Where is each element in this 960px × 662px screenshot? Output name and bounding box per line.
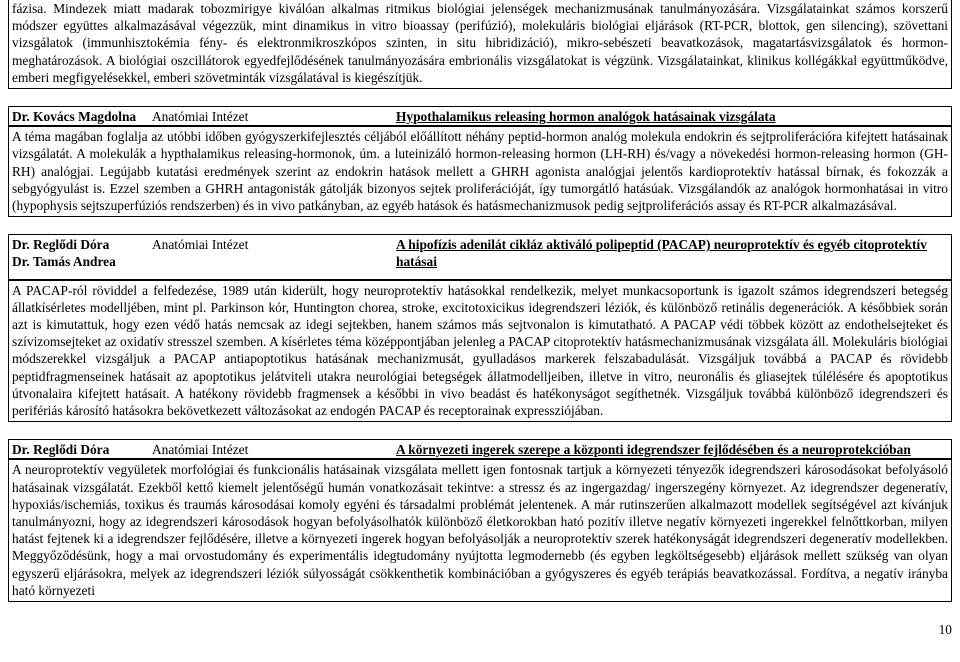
spacer (8, 89, 952, 106)
project-header (8, 234, 952, 279)
project-description: A neuroprotektív vegyületek morfológiai és funkcionális hatásainak vizsgálata mellett igen fontosnak tartjuk a környezeti tényezők idegrendszeri károsodásokat befolyásoló hatásainak vizsgálatát. Ezekből kettő kiemelt jelentőségű humán vonatkozásait tekintve: a stressz és az ingergazdag/ ingerszegény környezet. Az idegrendszer degeneratív, hypoxiás/ischemiás, toxikus és traumás károsodásai komoly egyéni és társadalmi problémát jelentenek. A már rutinszerűen alkalmazott modellek segítségével azt kívánjuk tanulmányozni, hogy az idegrendszeri károsodások hogyan befolyásolhatók különböző életkorokban ható pozitív illetve negatív környezeti ingerekkel felnőttkorban, milyen hatást fejtenek ki a idegrendszer fejlődésére, illetve a környezeti ingerek hogyan befolyásolják a neuroprotektív szerek hatékonyságát idegrendszeri degeneratív modellekben. Meggyőződésünk, hogy a mai orvostudomány és experimentális idegtudomány nyújtotta legmodernebb (és egyben legköltségesebb) eljárások mellett szükség van olyan egyszerű eljárásokra, melyek az idegrendszeri léziók súlyosságát csökkenthetik kombinációban a gyógyszeres és egyéb terápiás beavatkozással. Fordítva, a negatív irányba ható környezeti (8, 459, 952, 602)
page-number: 10 (938, 622, 952, 637)
project-title: Hypothalamikus releasing hormon analógok hatásainak vizsgálata (396, 109, 776, 125)
spacer (8, 422, 952, 439)
spacer (8, 217, 952, 234)
institute-name: Anatómiai Intézet (152, 237, 249, 253)
project-block-3 (8, 439, 952, 602)
intro-paragraph: fázisa. Mindezek miatt madarak tobozmirigye kiválóan alkalmas ritmikus biológiai jelenségek mechanizmusának tanulmányozására. Vizsgálatainkat számos korszerű módszer együttes alkalmazásával végezzük, mint dinamikus in vitro bioassay (perifúzió), molekuláris biológiai eljárások (RT-PCR, blottok, gen silencing), szövettani vizsgálatok (immunhisztokémia fény- és elektronmikroszkópos szinten, in situ hibridizáció), mikro-sebészeti beavatkozások, magatartásvizsgálatok és hormon-meghatározások. A biológiai oszcillátorok egyedfejlődésének tanulmányozására embrionális vizsgálatokat is végzünk. Vizsgálatainkat, klinikus kollégákkal együttműködve, emberi megfigyelésekkel, emberi szövetminták vizsgálatával is kiegészítjük. (8, 0, 952, 89)
project-header (8, 106, 952, 126)
document-page (8, 0, 952, 602)
researcher-names (12, 441, 152, 458)
institute-name: Anatómiai Intézet (152, 442, 249, 458)
project-header (8, 439, 952, 459)
project-block-1 (8, 106, 952, 217)
researcher-names (12, 236, 152, 270)
researcher-names (12, 108, 152, 125)
project-title: A hipofízis adenilát cikláz aktiváló polipeptid (PACAP) neuroprotektív és egyéb citoprotektív hatásai (396, 237, 927, 270)
researcher-name: Dr. Kovács Magdolna (12, 109, 137, 125)
project-title: A környezeti ingerek szerepe a központi idegrendszer fejlődésében és a neuroprotekcióban (396, 442, 911, 458)
project-description: A PACAP-ról röviddel a felfedezése, 1989 után kiderült, hogy neuroprotektív hatásokkal rendelkezik, melyet munkacsoportunk is igazolt számos idegrendszeri betegség állatkísérletes modelljében, mint pl. Parkinson kór, Huntington chorea, stroke, excitotoxicikus idegrendszeri léziók, és különböző retinális degenerációk. A későbbiek során azt is kimutattuk, hogy ezen védő hatás nemcsak az idegi sejtekben, hanem számos más sejtvonalon is kimutatható. A PACAP védi többek között az endothelsejteket és szívizomsejteket az oxidatív stresszel szemben. A kísérletes téma középpontjában jelenleg a PACAP citoprotektív hatásmechanizmusának vizsgálata áll. Molekuláris biológiai módszerekkel vizsgáljuk a PACAP antiapoptotikus hatásának mechanizmusát, gyulladásos markerek felszabadulását. Vizsgáljuk továbbá a PACAP és rövidebb peptidfragmenseinek hatásait az apoptotikus jelátviteli utakra neurológiai betegségek állatmodelljeiben, illetve in vitro, neuronális és gliasejtek túlélésére és apoptotikus útvonalaira kifejtett hatásait. A hatékony rövidebb fragmensek a későbbi in vivo beadást és hatékonyságot segíthetnék. Vizsgáljuk továbbá különböző idegrendszeri és perifériás károsító hatásokra bekövetkezett változásokat az endogén PACAP és receptorainak expressziójában. (8, 280, 952, 423)
researcher-name: Dr. Reglődi Dóra (12, 237, 110, 253)
researcher-name: Dr. Tamás Andrea (12, 254, 116, 270)
institute-name: Anatómiai Intézet (152, 109, 249, 125)
project-description: A téma magában foglalja az utóbbi időben gyógyszerkifejlesztés céljából előállított néhány peptid-hormon analóg molekula endokrin és sejtproliferációra kifejtett hatásainak vizsgálatát. A molekulák a hypthalamikus releasing-hormonok, úm. a luteinizáló hormon-releasing hormon (LH-RH) és/vagy a növekedési hormon-releasing hormon (GH-RH) analógjai. Legújabb kutatási eredmények szerint az endokrin hatások mellett a GHRH agonista analógjai jelentős kardioprotektív hatással bírnak, és fokozzák a sebgyógyulást is. Ezzel szemben a GHRH antagonisták gátolják bizonyos sejtek proliferációját, így tumorgátló hatásúak. Vizsgálandók az analógok hormonhatásai in vitro (hypophysis sejtszuperfúziós rendszerben) és in vivo patkányban, az egyéb hatások és hatásmechanizmusok pedig sejtproliferációs assay és RT-PCR alkalmazásával. (8, 126, 952, 217)
project-block-2 (8, 234, 952, 422)
researcher-name: Dr. Reglődi Dóra (12, 442, 110, 458)
